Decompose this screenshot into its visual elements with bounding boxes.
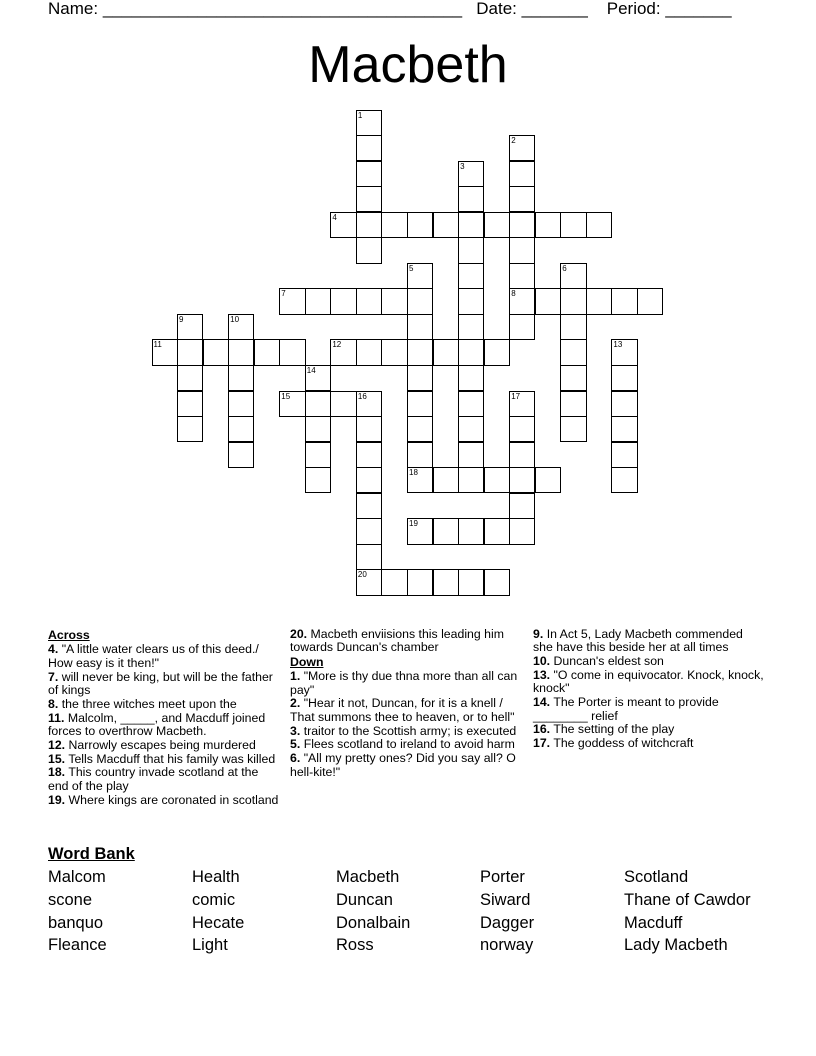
cell-number: 6 (562, 263, 567, 273)
grid-cell[interactable] (509, 314, 535, 340)
grid-cell[interactable] (509, 263, 535, 289)
clue-number: 1. (290, 669, 301, 684)
date-label: Date: (476, 0, 517, 18)
clue-number: 7. (48, 669, 59, 684)
grid-cell[interactable] (356, 161, 382, 187)
grid-cell[interactable] (356, 186, 382, 212)
clues-column-2 (290, 628, 522, 779)
word-bank-word: Macbeth (336, 868, 400, 886)
grid-cell[interactable] (458, 339, 484, 365)
grid-cell[interactable] (228, 442, 254, 468)
grid-cell[interactable] (407, 416, 433, 442)
clue-item (48, 712, 280, 739)
grid-cell[interactable] (356, 339, 382, 365)
grid-cell[interactable] (381, 288, 407, 314)
clue-item (48, 739, 280, 752)
grid-cell[interactable] (586, 212, 612, 238)
grid-cell[interactable] (330, 339, 356, 365)
grid-cell[interactable] (279, 391, 305, 417)
grid-cell[interactable] (356, 391, 382, 417)
grid-cell[interactable] (407, 391, 433, 417)
grid-cell[interactable] (433, 569, 459, 595)
cell-number: 2 (511, 136, 516, 146)
grid-cell[interactable] (484, 339, 510, 365)
clue-item (533, 737, 765, 750)
grid-cell[interactable] (560, 339, 586, 365)
clue-number: 17. (533, 736, 551, 751)
clue-item (48, 794, 280, 807)
clue-number: 14. (533, 695, 551, 710)
clue-section-heading: Down (290, 654, 324, 669)
clue-text: "All my pretty ones? Did you say all? O hell-kite!" (290, 751, 516, 779)
grid-cell[interactable] (611, 288, 637, 314)
cell-number: 8 (511, 289, 516, 299)
grid-cell[interactable] (356, 544, 382, 570)
grid-cell[interactable] (509, 288, 535, 314)
clue-text: traitor to the Scottish army; is executed (303, 723, 517, 738)
clue-item (533, 696, 765, 723)
grid-cell[interactable] (407, 263, 433, 289)
grid-cell[interactable] (509, 391, 535, 417)
name-label: Name: (48, 0, 99, 18)
cell-number: 19 (409, 519, 418, 529)
grid-cell[interactable] (560, 314, 586, 340)
grid-cell[interactable] (305, 365, 331, 391)
cell-number: 20 (357, 570, 367, 580)
clue-number: 20. (290, 627, 308, 641)
word-bank-title: Word Bank (48, 845, 135, 863)
grid-cell[interactable] (509, 467, 535, 493)
cell-number: 12 (332, 340, 342, 350)
clue-text: "More is thy due thna more than all can pay" (290, 669, 518, 697)
clue-text: Where kings are coronated in scotland (68, 792, 279, 807)
word-bank-word: Donalbain (336, 913, 411, 932)
clue-text: This country invade scotland at the end of the play (48, 765, 259, 793)
clue-text: Tells Macduff that his family was killed (68, 751, 276, 766)
grid-cell[interactable] (433, 467, 459, 493)
grid-cell[interactable] (152, 339, 178, 365)
grid-cell[interactable] (305, 442, 331, 468)
grid-cell[interactable] (407, 467, 433, 493)
grid-cell[interactable] (560, 212, 586, 238)
grid-cell[interactable] (458, 569, 484, 595)
grid-cell[interactable] (433, 518, 459, 544)
grid-cell[interactable] (458, 314, 484, 340)
clue-number: 18. (48, 765, 66, 780)
cell-number: 9 (179, 314, 184, 324)
grid-cell[interactable] (535, 288, 561, 314)
clue-number: 11. (48, 710, 65, 725)
cell-number: 11 (153, 340, 162, 350)
cell-number: 3 (460, 161, 465, 171)
clue-item (290, 670, 522, 697)
clue-item (48, 766, 280, 793)
word-bank-word: Duncan (336, 890, 393, 909)
word-bank-word: Thane of Cawdor (624, 890, 751, 909)
clue-text: The setting of the play (553, 722, 675, 737)
clue-item (533, 723, 765, 736)
grid-cell[interactable] (611, 467, 637, 493)
cell-number: 15 (281, 391, 291, 401)
clue-text: the three witches meet upon the (61, 696, 237, 711)
cell-number: 17 (511, 391, 521, 401)
clue-number: 8. (48, 696, 59, 711)
clue-item (48, 671, 280, 698)
grid-cell[interactable] (535, 467, 561, 493)
grid-cell[interactable] (637, 288, 663, 314)
grid-cell[interactable] (356, 442, 382, 468)
word-bank-word: Dagger (480, 913, 535, 932)
word-bank-word: Lady Macbeth (624, 936, 728, 955)
grid-cell[interactable] (279, 339, 305, 365)
grid-cell[interactable] (356, 518, 382, 544)
grid-cell[interactable] (177, 391, 203, 417)
grid-cell[interactable] (330, 391, 356, 417)
clue-text: "A little water clears us of this deed./ How easy is it then!" (48, 642, 259, 670)
grid-cell[interactable] (611, 365, 637, 391)
grid-cell[interactable] (509, 493, 535, 519)
grid-cell[interactable] (356, 569, 382, 595)
clue-item (48, 643, 280, 670)
clue-text: The Porter is meant to provide ________ relief (533, 695, 719, 723)
clues-column-1 (48, 628, 280, 807)
grid-cell[interactable] (509, 135, 535, 161)
word-bank-word: norway (480, 936, 534, 955)
grid-cell[interactable] (356, 288, 382, 314)
grid-cell[interactable] (535, 212, 561, 238)
cell-number: 5 (409, 263, 414, 273)
clue-number: 5. (290, 737, 301, 752)
grid-cell[interactable] (356, 212, 382, 238)
clue-section-heading: Across (48, 628, 90, 642)
clue-text: In Act 5, Lady Macbeth commended she have this beside her at all times (533, 627, 743, 655)
word-bank-word: Fleance (48, 936, 107, 955)
word-bank-word: Siward (480, 890, 531, 909)
grid-cell[interactable] (305, 288, 331, 314)
grid-cell[interactable] (330, 212, 356, 238)
clue-number: 6. (290, 751, 301, 766)
grid-cell[interactable] (407, 339, 433, 365)
word-bank-word: Health (192, 868, 240, 886)
grid-cell[interactable] (356, 493, 382, 519)
grid-cell[interactable] (611, 391, 637, 417)
clue-text: "O come in equivocator. Knock, knock, knock" (533, 668, 764, 696)
grid-cell[interactable] (305, 416, 331, 442)
grid-cell[interactable] (228, 416, 254, 442)
clue-text: Flees scotland to ireland to avoid harm (303, 737, 515, 752)
grid-cell[interactable] (433, 212, 459, 238)
grid-cell[interactable] (458, 161, 484, 187)
grid-cell[interactable] (509, 186, 535, 212)
grid-cell[interactable] (484, 212, 510, 238)
grid-cell[interactable] (254, 339, 280, 365)
clue-number: 4. (48, 642, 59, 657)
grid-cell[interactable] (509, 518, 535, 544)
date-blank[interactable]: _______ (521, 0, 588, 18)
word-bank-word: Hecate (192, 913, 245, 932)
grid-cell[interactable] (407, 314, 433, 340)
clue-item (290, 628, 522, 655)
grid-cell[interactable] (458, 263, 484, 289)
grid-cell[interactable] (356, 237, 382, 263)
grid-cell[interactable] (305, 467, 331, 493)
word-bank-word: Ross (336, 936, 374, 955)
grid-cell[interactable] (177, 314, 203, 340)
grid-cell[interactable] (509, 237, 535, 263)
name-blank[interactable]: ______________________________________ (102, 0, 463, 18)
grid-cell[interactable] (381, 212, 407, 238)
grid-cell[interactable] (356, 416, 382, 442)
grid-cell[interactable] (228, 391, 254, 417)
clue-item (290, 725, 522, 738)
cell-number: 16 (357, 391, 367, 401)
cell-number: 10 (230, 314, 240, 324)
grid-cell[interactable] (177, 365, 203, 391)
grid-cell[interactable] (611, 416, 637, 442)
page-title: Macbeth (308, 36, 508, 94)
clue-item (48, 753, 280, 766)
clue-item (48, 698, 280, 711)
grid-cell[interactable] (177, 339, 203, 365)
grid-cell[interactable] (228, 365, 254, 391)
grid-cell[interactable] (458, 416, 484, 442)
grid-cell[interactable] (356, 467, 382, 493)
clue-number: 13. (533, 668, 551, 682)
grid-cell[interactable] (484, 569, 510, 595)
cell-number: 13 (613, 340, 623, 350)
clue-text: Narrowly escapes being murdered (68, 737, 256, 752)
period-label: Period: (606, 0, 661, 18)
clue-number: 10. (533, 654, 551, 669)
clue-number: 3. (290, 723, 301, 738)
word-bank-word: Light (192, 936, 228, 955)
cell-number: 1 (357, 110, 363, 120)
grid-cell[interactable] (458, 391, 484, 417)
clue-item (533, 669, 765, 696)
grid-cell[interactable] (279, 288, 305, 314)
grid-cell[interactable] (407, 288, 433, 314)
grid-cell[interactable] (509, 161, 535, 187)
cell-number: 14 (306, 366, 316, 375)
grid-cell[interactable] (356, 110, 382, 136)
word-bank-word: scone (48, 890, 93, 909)
grid-cell[interactable] (381, 339, 407, 365)
clue-item (290, 697, 522, 724)
clue-text: Malcolm, _____, and Macduff joined forces to overthrow Macbeth. (48, 710, 266, 739)
grid-cell[interactable] (203, 339, 229, 365)
grid-cell[interactable] (560, 416, 586, 442)
grid-cell[interactable] (407, 442, 433, 468)
grid-cell[interactable] (509, 212, 535, 238)
grid-cell[interactable] (484, 467, 510, 493)
grid-cell[interactable] (407, 365, 433, 391)
clue-text: will never be king, but will be the father of kings (48, 669, 273, 698)
period-blank[interactable]: _______ (665, 0, 732, 18)
clue-number: 15. (48, 751, 66, 766)
grid-cell[interactable] (458, 365, 484, 391)
grid-cell[interactable] (458, 442, 484, 468)
grid-cell[interactable] (228, 339, 254, 365)
clue-number: 2. (290, 696, 301, 711)
grid-cell[interactable] (611, 339, 637, 365)
word-bank-word: Macduff (624, 913, 683, 932)
word-bank-word: Malcom (48, 868, 106, 886)
grid-cell[interactable] (381, 569, 407, 595)
grid-cell[interactable] (458, 237, 484, 263)
grid-cell[interactable] (560, 263, 586, 289)
grid-cell[interactable] (586, 288, 612, 314)
clue-number: 19. (48, 792, 66, 807)
word-bank-word: banquo (48, 913, 104, 932)
cell-number: 4 (332, 212, 337, 222)
grid-cell[interactable] (407, 518, 433, 544)
clue-item (533, 655, 765, 668)
clue-text: The goddess of witchcraft (553, 736, 694, 751)
clue-number: 9. (533, 627, 544, 641)
clue-text: "Hear it not, Duncan, for it is a knell / That summons thee to heaven, or to hell" (290, 696, 515, 724)
grid-cell[interactable] (330, 288, 356, 314)
grid-cell[interactable] (509, 416, 535, 442)
clue-item (533, 628, 765, 655)
grid-cell[interactable] (407, 569, 433, 595)
grid-cell[interactable] (356, 135, 382, 161)
grid-cell[interactable] (560, 288, 586, 314)
grid-cell[interactable] (407, 212, 433, 238)
clue-text: Duncan's eldest son (553, 654, 664, 669)
word-bank-word: comic (192, 890, 236, 909)
grid-cell[interactable] (560, 365, 586, 391)
grid-cell[interactable] (305, 391, 331, 417)
grid-cell[interactable] (228, 314, 254, 340)
clue-number: 16. (533, 722, 551, 737)
grid-cell[interactable] (458, 212, 484, 238)
grid-cell[interactable] (611, 442, 637, 468)
grid-cell[interactable] (484, 518, 510, 544)
grid-cell[interactable] (458, 467, 484, 493)
word-bank-word: Scotland (624, 868, 689, 886)
grid-cell[interactable] (177, 416, 203, 442)
grid-cell[interactable] (509, 442, 535, 468)
clues-column-3 (533, 628, 765, 751)
word-bank-word: Porter (480, 868, 525, 886)
clue-text: Macbeth enviisions this leading him towards Duncan's chamber (290, 627, 504, 655)
grid-cell[interactable] (433, 339, 459, 365)
grid-cell[interactable] (458, 518, 484, 544)
clue-number: 12. (48, 737, 66, 752)
grid-cell[interactable] (458, 186, 484, 212)
cell-number: 18 (409, 468, 418, 478)
grid-cell[interactable] (458, 288, 484, 314)
clue-item (290, 752, 522, 779)
grid-cell[interactable] (560, 391, 586, 417)
cell-number: 7 (281, 289, 286, 299)
clue-item (290, 738, 522, 751)
